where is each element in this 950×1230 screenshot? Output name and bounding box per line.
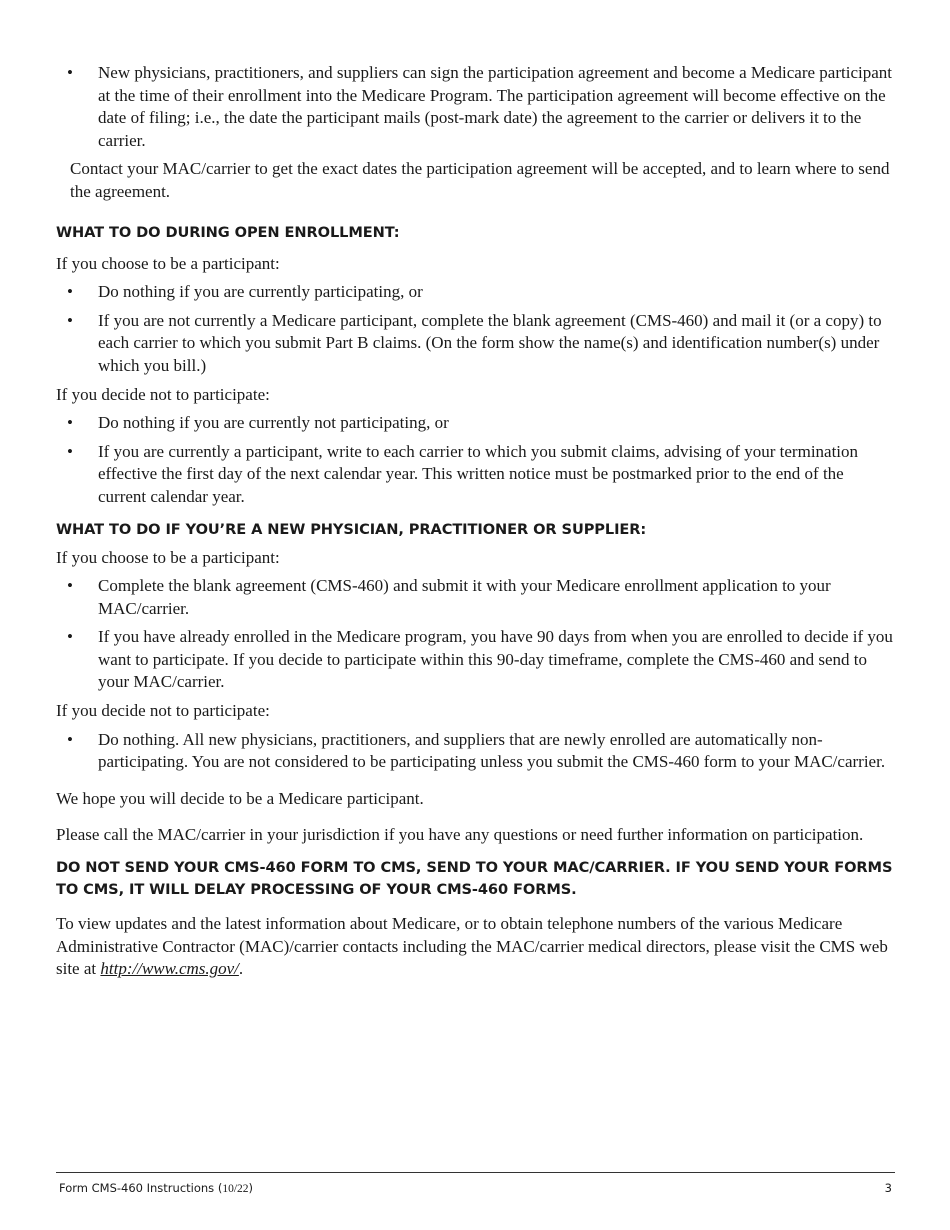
list-item: • Do nothing. All new physicians, practitioners, and suppliers that are newly enrolled are automatically non-participating. You are not considered to be participating unless you submit the CMS-460 form to your MAC/carrier. [67, 729, 886, 772]
open-enrollment-participate-list [56, 281, 896, 377]
list-item: • If you are not currently a Medicare participant, complete the blank agreement (CMS-460) and mail it (or a copy) to each carrier to which you submit Part B claims. (On the form show the name(s) and identification number(s) under which you bill.) [67, 310, 882, 375]
list-item: • New physicians, practitioners, and suppliers can sign the participation agreement and become a Medicare participant at the time of their enrollment into the Medicare Program. The participation agreement will become effective on the date of filing; i.e., the date the participant mails (post-mark date) the agreement to the carrier or delivers it to the carrier. [67, 63, 892, 150]
not-participate-intro: If you decide not to participate: [56, 701, 270, 721]
open-enrollment-not-participate-list [56, 412, 896, 508]
new-physician-participate-list [56, 575, 896, 694]
bullet-icon: • [67, 441, 73, 461]
cms-website-link[interactable]: http://www.cms.gov/ [100, 959, 239, 979]
list-item: • If you have already enrolled in the Medicare program, you have 90 days from when you are enrolled to decide if you want to participate. If you decide to participate within this 90-day timeframe, complete the CMS-460 and send to your MAC/carrier. [67, 627, 893, 692]
call-paragraph: Please call the MAC/carrier in your jurisdiction if you have any questions or need further information on participation. [56, 825, 864, 845]
page-footer [56, 1172, 895, 1201]
list-item: • Do nothing if you are currently not participating, or [56, 412, 896, 435]
list-item: • If you are currently a participant, write to each carrier to which you submit claims, advising of your termination effective the first day of the next calendar year. This written notice must be postmarked prior to the end of the current calendar year. [67, 441, 859, 506]
bullet-icon: • [67, 627, 73, 647]
document-page [56, 62, 896, 981]
bullet-icon: • [67, 63, 73, 82]
contact-paragraph: Contact your MAC/carrier to get the exact dates the participation agreement will be accepted, and to learn where to send the agreement. [70, 159, 890, 201]
open-enrollment-heading: WHAT TO DO DURING OPEN ENROLLMENT: [56, 223, 400, 241]
form-title: Form CMS-460 Instructions (10/22) [59, 1181, 254, 1195]
page-number: 3 [884, 1181, 892, 1195]
list-item: • Complete the blank agreement (CMS-460) and submit it with your Medicare enrollment application to your MAC/carrier. [67, 576, 831, 618]
list-item: • Do nothing if you are currently participating, or [56, 281, 896, 304]
participate-intro: If you choose to be a participant: [56, 547, 280, 567]
hope-paragraph: We hope you will decide to be a Medicare participant. [56, 788, 424, 808]
participate-intro: If you choose to be a participant: [56, 253, 280, 273]
intro-bullet-list [56, 62, 896, 152]
new-physician-not-participate-list [56, 729, 896, 774]
bullet-icon: • [67, 576, 73, 596]
not-participate-intro: If you decide not to participate: [56, 384, 270, 404]
new-physician-heading: WHAT TO DO IF YOU’RE A NEW PHYSICIAN, PRACTITIONER OR SUPPLIER: [56, 520, 647, 538]
bullet-icon: • [67, 729, 73, 749]
bullet-icon: • [67, 310, 73, 330]
warning-notice: DO NOT SEND YOUR CMS-460 FORM TO CMS, SEND TO YOUR MAC/CARRIER. IF YOU SEND YOUR FORMS TO CMS, IT WILL DELAY PROCESSING OF YOUR CMS-460 FORMS. [56, 859, 893, 899]
bullet-icon: • [67, 413, 73, 433]
bullet-icon: • [67, 282, 73, 302]
updates-paragraph: To view updates and the latest information about Medicare, or to obtain telephone numbers of the various Medicare Administrative Contractor (MAC)/carrier contacts including the MAC/carrier medical directors, please visit the CMS web site at http://www.cms.gov/. [56, 914, 888, 979]
